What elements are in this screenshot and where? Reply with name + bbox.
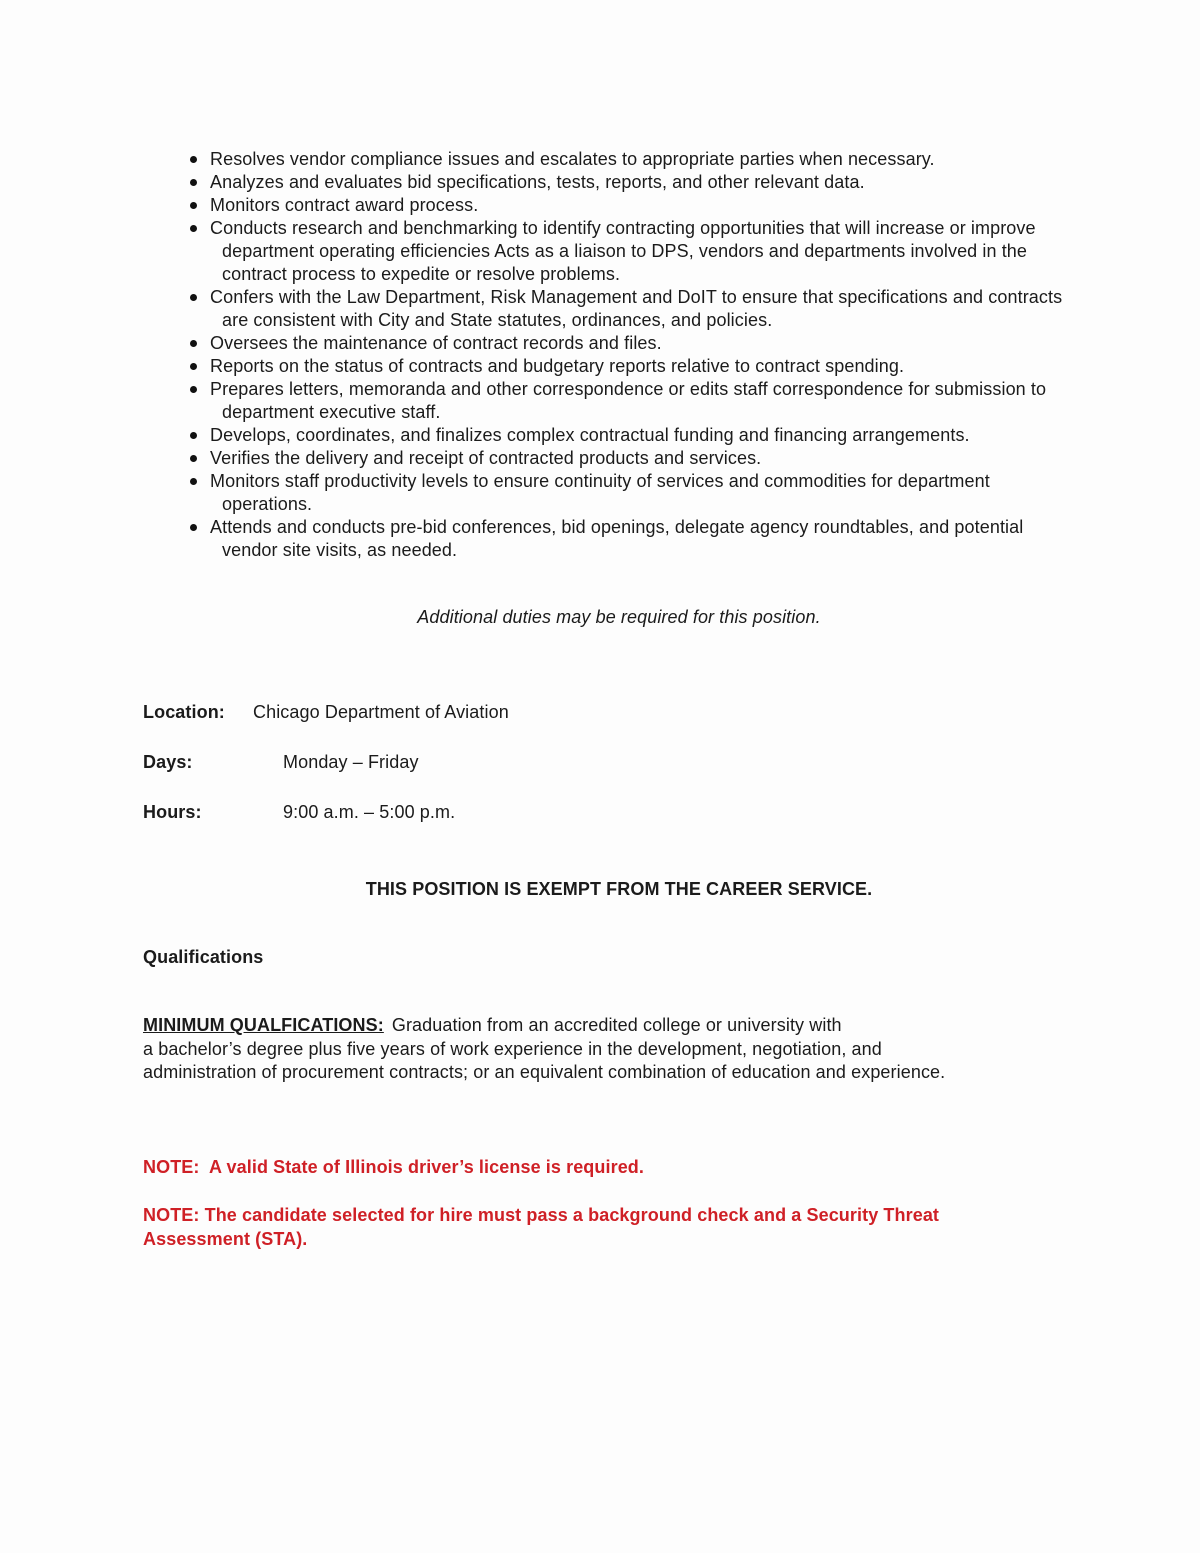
bullet-text: Reports on the status of contracts and budgetary reports relative to contract spending.	[210, 356, 905, 376]
bullet-icon	[190, 340, 197, 347]
days-value: Monday – Friday	[283, 752, 419, 772]
bullet-text: Conducts research and benchmarking to identify contracting opportunities that will increase or improve department operating efficiencies Acts as a liaison to DPS, vendors and departments involved in the contract process to expedite or resolve problems.	[210, 218, 1036, 284]
bullet-text: Oversees the maintenance of contract records and files.	[210, 333, 662, 353]
list-item	[190, 470, 1075, 516]
duties-list	[190, 148, 1075, 562]
list-item	[190, 516, 1075, 562]
bullet-icon	[190, 386, 197, 393]
location-row	[143, 701, 1095, 724]
days-row	[143, 751, 1095, 774]
list-item	[190, 286, 1075, 332]
location-value: Chicago Department of Aviation	[253, 702, 509, 722]
minimum-qualifications-line	[143, 1014, 1095, 1038]
bullet-icon	[190, 225, 197, 232]
minimum-qualifications-line: a bachelor’s degree plus five years of work experience in the development, negotiation, and	[143, 1038, 882, 1059]
list-item	[190, 332, 1075, 355]
bullet-icon	[190, 478, 197, 485]
bullet-text: Verifies the delivery and receipt of contracted products and services.	[210, 448, 762, 468]
bullet-text: Resolves vendor compliance issues and escalates to appropriate parties when necessary.	[210, 149, 935, 169]
list-item	[190, 424, 1075, 447]
bullet-icon	[190, 524, 197, 531]
notes-section	[143, 1155, 1095, 1251]
bullet-text: Develops, coordinates, and finalizes complex contractual funding and financing arrangements.	[210, 425, 970, 445]
minimum-qualifications-line: administration of procurement contracts; or an equivalent combination of education and experience.	[143, 1062, 946, 1082]
bullet-icon	[190, 294, 197, 301]
bullet-text: Confers with the Law Department, Risk Management and DoIT to ensure that specifications and contracts are consistent with City and State statutes, ordinances, and policies.	[210, 287, 1063, 330]
bullet-icon	[190, 179, 197, 186]
note-drivers-license: NOTE: A valid State of Illinois driver’s license is required.	[143, 1156, 645, 1177]
bullet-text: Prepares letters, memoranda and other correspondence or edits staff correspondence for submission to department executive staff.	[210, 379, 1047, 422]
minimum-qualifications-paragraph	[143, 1014, 1095, 1085]
days-label: Days:	[143, 752, 193, 772]
hours-label: Hours:	[143, 802, 202, 822]
bullet-text: Monitors contract award process.	[210, 195, 479, 215]
list-item	[190, 217, 1075, 286]
bullet-text: Analyzes and evaluates bid specifications, tests, reports, and other relevant data.	[210, 172, 865, 192]
list-item	[190, 148, 1075, 171]
bullet-text: Monitors staff productivity levels to ensure continuity of services and commodities for department operations.	[210, 471, 990, 514]
bullet-icon	[190, 363, 197, 370]
schedule-info	[143, 701, 1095, 824]
list-item	[190, 194, 1075, 217]
hours-row	[143, 801, 1095, 824]
bullet-icon	[190, 432, 197, 439]
bullet-icon	[190, 202, 197, 209]
minimum-qualifications-text: Graduation from an accredited college or university with	[391, 1015, 842, 1035]
additional-duties-note: Additional duties may be required for this position.	[417, 607, 821, 627]
note-background-check: NOTE: The candidate selected for hire must pass a background check and a Security Threat Assessment (STA).	[143, 1204, 944, 1249]
qualifications-heading: Qualifications	[143, 947, 264, 967]
list-item	[190, 171, 1075, 194]
minimum-qualifications-label: MINIMUM QUALFICATIONS:	[143, 1015, 384, 1035]
hours-value: 9:00 a.m. – 5:00 p.m.	[283, 802, 456, 822]
list-item	[190, 355, 1075, 378]
bullet-text: Attends and conducts pre-bid conferences, bid openings, delegate agency roundtables, and potential vendor site visits, as needed.	[210, 517, 1024, 560]
bullet-icon	[190, 156, 197, 163]
list-item	[190, 378, 1075, 424]
exempt-notice: THIS POSITION IS EXEMPT FROM THE CAREER SERVICE.	[365, 879, 873, 899]
bullet-icon	[190, 455, 197, 462]
location-label: Location:	[143, 702, 225, 722]
list-item	[190, 447, 1075, 470]
